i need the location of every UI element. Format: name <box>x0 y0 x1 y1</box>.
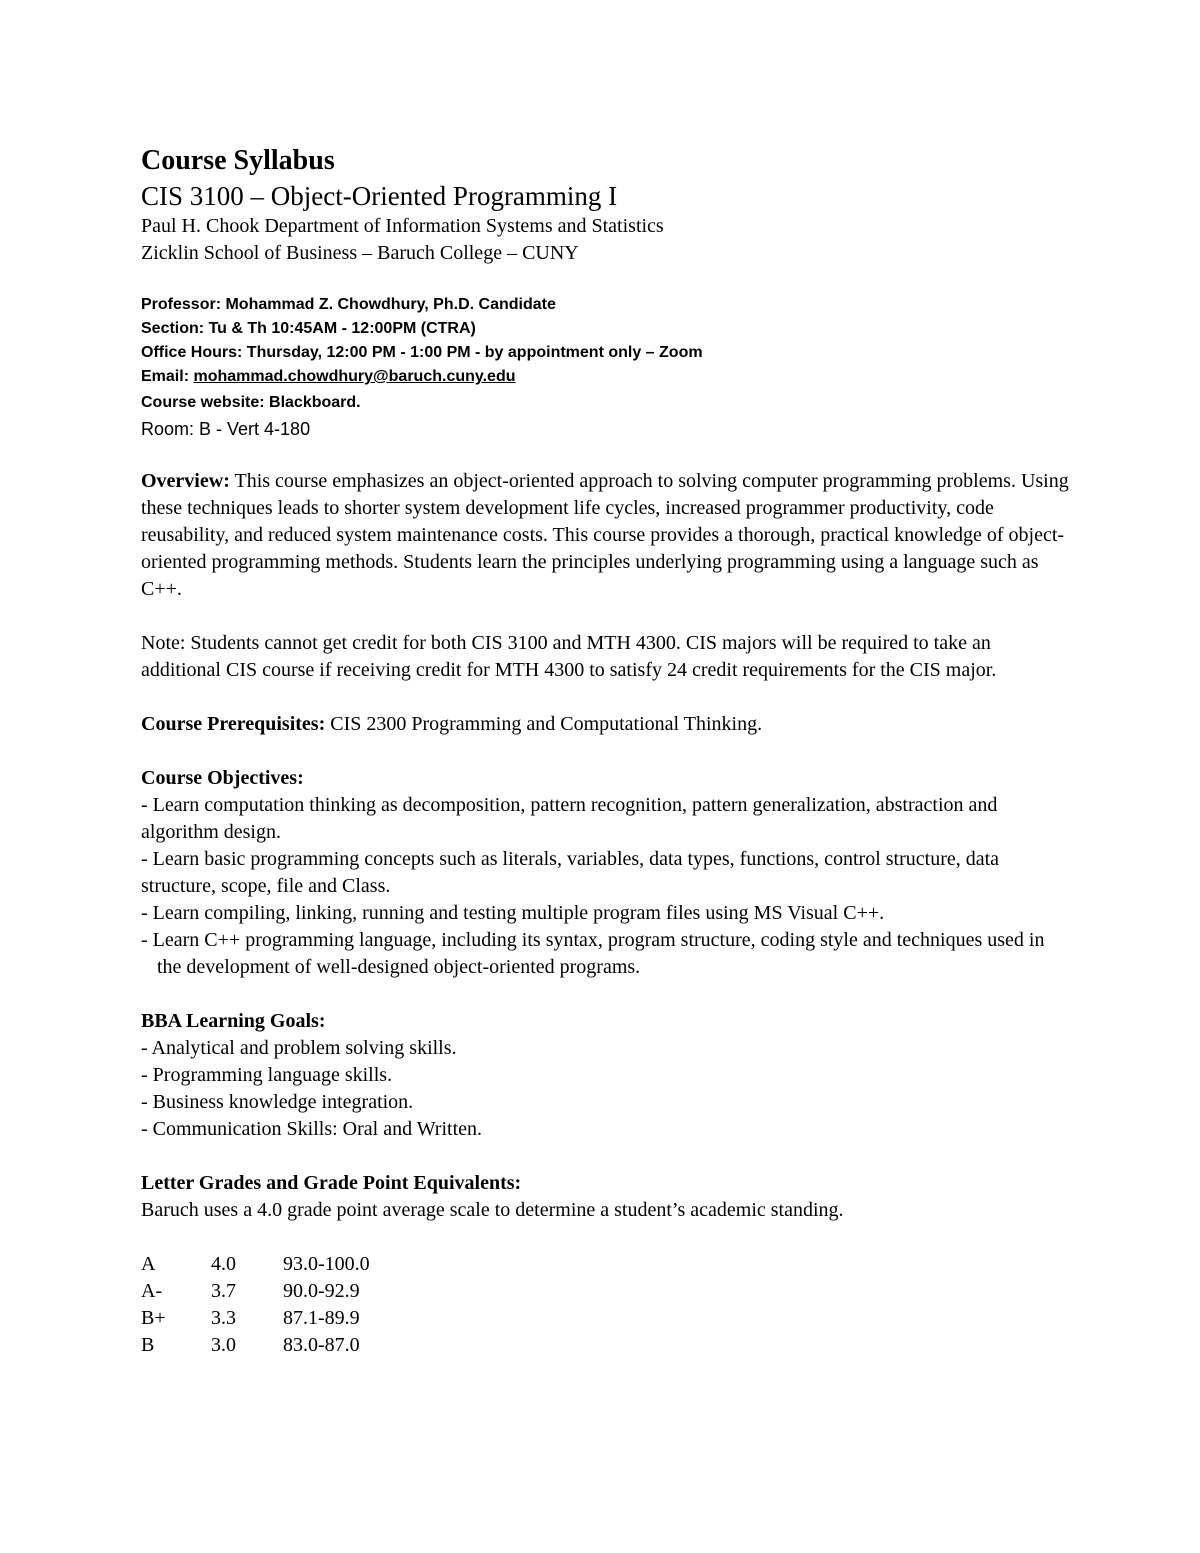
section-value: Tu & Th 10:45AM - 12:00PM (CTRA) <box>204 320 476 337</box>
professor-line <box>141 293 1071 317</box>
grade-letter: B+ <box>141 1307 166 1329</box>
grade-row <box>141 1305 1071 1332</box>
grade-table <box>141 1251 1071 1359</box>
note-paragraph: Note: Students cannot get credit for both CIS 3100 and MTH 4300. CIS majors will be required to take an additional CIS course if receiving credit for MTH 4300 to satisfy 24 credit requirements for the CIS major. <box>141 632 997 681</box>
grade-row <box>141 1251 1071 1278</box>
office-hours-value: Thursday, 12:00 PM - 1:00 PM - by appointment only – Zoom <box>242 344 703 361</box>
website-line <box>141 391 1071 415</box>
office-hours-label: Office Hours: <box>141 344 243 361</box>
goal-item: - Analytical and problem solving skills. <box>141 1037 457 1059</box>
goal-item: - Programming language skills. <box>141 1064 393 1086</box>
professor-value: Mohammad Z. Chowdhury, Ph.D. Candidate <box>221 296 556 313</box>
grade-row <box>141 1278 1071 1305</box>
department-line: Paul H. Chook Department of Information Systems and Statistics <box>141 215 664 237</box>
prerequisites-paragraph <box>141 711 1071 738</box>
email-line <box>141 365 1071 389</box>
professor-label: Professor: <box>141 296 222 313</box>
document-title: Course Syllabus <box>141 145 335 176</box>
objective-item: - Learn basic programming concepts such as literals, variables, data types, functions, control structure, data structure, scope, file and Class. <box>141 848 1000 897</box>
objective-item: - Learn compiling, linking, running and testing multiple program files using MS Visual C++. <box>141 902 885 924</box>
grade-points: 4.0 <box>211 1253 236 1275</box>
grades-heading: Letter Grades and Grade Point Equivalents: <box>141 1172 522 1194</box>
grade-range: 87.1-89.9 <box>283 1307 360 1329</box>
overview-label: Overview: <box>141 470 230 492</box>
school-line: Zicklin School of Business – Baruch College – CUNY <box>141 242 579 264</box>
objective-item: - Learn computation thinking as decomposition, pattern recognition, pattern generalization, abstraction and algorithm design. <box>141 794 998 843</box>
goals-heading: BBA Learning Goals: <box>141 1010 326 1032</box>
grade-points: 3.3 <box>211 1307 236 1329</box>
prerequisites-text: CIS 2300 Programming and Computational Thinking. <box>325 713 763 735</box>
overview-paragraph <box>141 468 1071 603</box>
course-info <box>141 293 1071 415</box>
grade-letter: A <box>141 1253 156 1275</box>
room-line: Room: B - Vert 4-180 <box>141 419 311 439</box>
grade-range: 83.0-87.0 <box>283 1334 360 1356</box>
objectives-heading: Course Objectives: <box>141 767 304 789</box>
office-hours-line <box>141 341 1071 365</box>
course-title: CIS 3100 – Object-Oriented Programming I <box>141 181 618 211</box>
document-body <box>141 143 1071 1359</box>
grade-range: 90.0-92.9 <box>283 1280 360 1302</box>
overview-text: This course emphasizes an object-oriented approach to solving computer programming problems. Using these techniques leads to shorter system development life cycles, increased programmer productivity, code reusability, and reduced system maintenance costs. This course provides a thorough, practical knowledge of object-oriented programming methods. Students learn the principles underlying programming using a language such as C++. <box>141 470 1069 600</box>
prerequisites-label: Course Prerequisites: <box>141 713 326 735</box>
grade-points: 3.7 <box>211 1280 236 1302</box>
email-link[interactable]: mohammad.chowdhury@baruch.cuny.edu <box>193 368 516 385</box>
website-text: Course website: Blackboard. <box>141 394 361 411</box>
grade-row <box>141 1332 1071 1359</box>
grade-letter: A- <box>141 1280 163 1302</box>
grade-points: 3.0 <box>211 1334 236 1356</box>
section-label: Section: <box>141 320 205 337</box>
email-label: Email: <box>141 368 190 385</box>
goal-item: - Communication Skills: Oral and Written. <box>141 1118 483 1140</box>
goal-item: - Business knowledge integration. <box>141 1091 414 1113</box>
grade-range: 93.0-100.0 <box>283 1253 370 1275</box>
grades-intro: Baruch uses a 4.0 grade point average scale to determine a student’s academic standing. <box>141 1199 844 1221</box>
grade-letter: B <box>141 1334 155 1356</box>
objective-item: - Learn C++ programming language, including its syntax, program structure, coding style and techniques used in the development of well-designed object-oriented programs. <box>141 929 1045 978</box>
section-line <box>141 317 1071 341</box>
